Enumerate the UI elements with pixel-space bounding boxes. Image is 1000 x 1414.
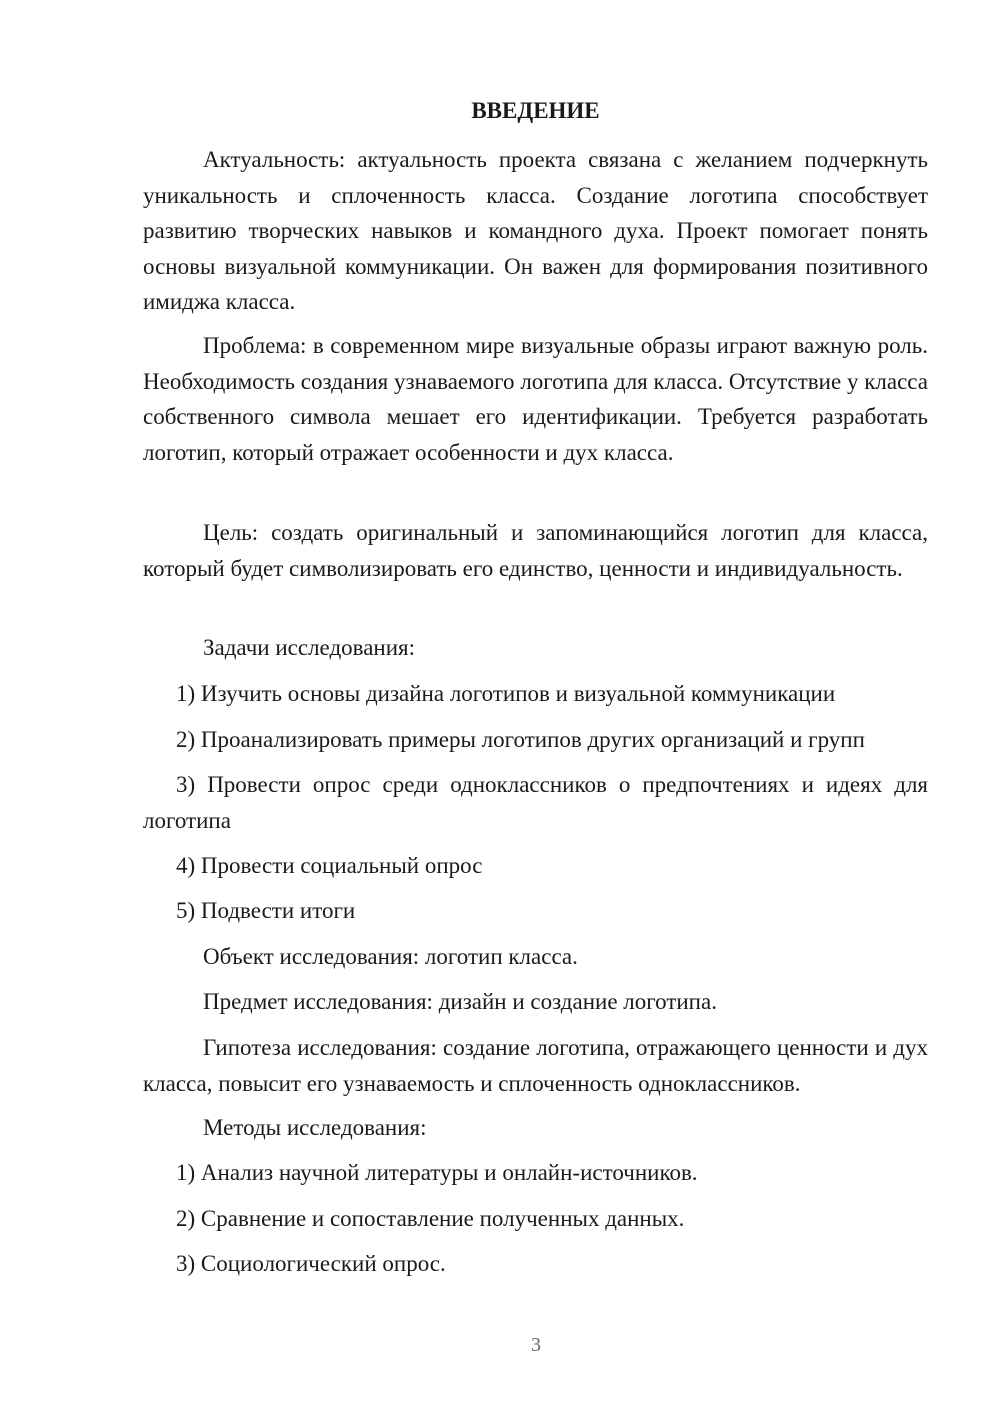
task-item-1: 1) Изучить основы дизайна логотипов и визуальной коммуникации (176, 681, 836, 706)
task-item-4: 4) Провести социальный опрос (176, 853, 483, 878)
page-title: ВВЕДЕНИЕ (471, 98, 600, 123)
paragraph-hypothesis: Гипотеза исследования: создание логотипа, отражающего ценности и дух класса, повысит его узнаваемость и сплоченность одноклассников. (143, 1035, 928, 1096)
paragraph-problem: Проблема: в современном мире визуальные образы играют важную роль. Необходимость создания узнаваемого логотипа для класса. Отсутствие у класса собственного символа мешает его идентификации. Требуется разработать логотип, который отражает особенности и дух класса. (143, 333, 928, 465)
task-item-2: 2) Проанализировать примеры логотипов других организаций и групп (176, 727, 865, 752)
paragraph-object: Объект исследования: логотип класса. (203, 944, 578, 969)
tasks-heading: Задачи исследования: (203, 635, 416, 660)
paragraph-subject: Предмет исследования: дизайн и создание логотипа. (203, 989, 717, 1014)
task-item-3: 3) Провести опрос среди одноклассников о предпочтениях и идеях для логотипа (143, 772, 928, 833)
methods-heading: Методы исследования: (203, 1115, 427, 1140)
paragraph-relevance: Актуальность: актуальность проекта связана с желанием подчеркнуть уникальность и сплоченность класса. Создание логотипа способствует развитию творческих навыков и командного духа. Проект помогает понять основы визуальной коммуникации. Он важен для формирования позитивного имиджа класса. (143, 147, 928, 314)
method-item-3: 3) Социологический опрос. (176, 1251, 446, 1276)
paragraph-goal: Цель: создать оригинальный и запоминающийся логотип для класса, который будет символизировать его единство, ценности и индивидуальность. (143, 520, 928, 581)
task-item-5: 5) Подвести итоги (176, 898, 356, 923)
method-item-2: 2) Сравнение и сопоставление полученных данных. (176, 1206, 685, 1231)
page-number: 3 (531, 1334, 541, 1356)
method-item-1: 1) Анализ научной литературы и онлайн-источников. (176, 1160, 698, 1185)
